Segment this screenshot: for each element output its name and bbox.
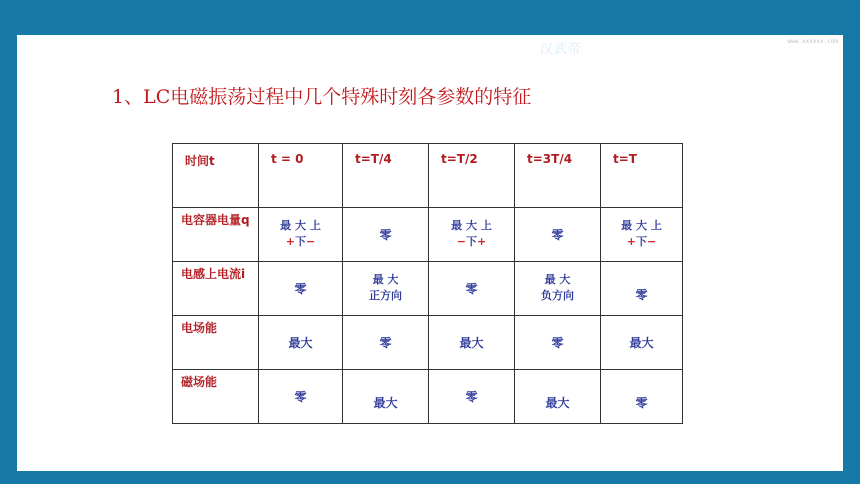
table-cell [601,370,683,424]
cell-value: 零 [294,390,307,404]
cell-value: 最 大 上 +下− [280,219,321,248]
table-cell [515,208,601,262]
table-cell [601,208,683,262]
table-cell [429,262,515,316]
table-row [173,316,683,370]
topbar-label: 汉武帝 [540,42,583,57]
row-label-charge: 电容器电量q [181,213,250,227]
cell-value: 最大 [629,336,654,350]
header-cell [515,144,601,208]
header-cell [173,144,259,208]
header-t-three-quarter: t=3T/4 [527,152,573,166]
table-row [173,370,683,424]
cell-value: 最大 [459,336,484,350]
row-label-cell [173,262,259,316]
table-cell [515,370,601,424]
table-cell [343,316,429,370]
header-cell [429,144,515,208]
table-cell [601,262,683,316]
cell-value: 零 [294,282,307,296]
row-label-cell [173,208,259,262]
cell-value: 零 [379,336,392,350]
cell-value: 最 大 上 +下− [621,219,662,248]
header-t0: t = 0 [271,152,304,166]
cell-value: 最 大 正方向 [369,273,402,302]
parameter-table [172,143,683,424]
cell-value: 最 大 上 −下+ [451,219,492,248]
header-cell [601,144,683,208]
row-label-magnetic-energy: 磁场能 [181,375,218,389]
header-t-quarter: t=T/4 [355,152,392,166]
table-row [173,262,683,316]
cell-value: 最大 [288,336,313,350]
table-row [173,208,683,262]
cell-value: 零 [551,228,564,242]
table-cell [259,208,343,262]
table-cell [429,370,515,424]
table-header-row [173,144,683,208]
header-t-half: t=T/2 [441,152,478,166]
row-label-cell [173,316,259,370]
cell-value: 最大 [373,396,398,410]
cell-value: 零 [551,336,564,350]
header-time: 时间t [185,154,215,168]
cell-value: 最 大 负方向 [541,273,574,302]
table-cell [259,262,343,316]
cell-value: 最大 [545,396,570,410]
table-cell [515,316,601,370]
row-label-current: 电感上电流i [181,267,246,281]
table-cell [259,316,343,370]
table-cell [429,208,515,262]
table-cell [343,370,429,424]
table-cell [343,262,429,316]
table-cell [515,262,601,316]
cell-value: 零 [635,288,648,302]
cell-value: 零 [465,390,478,404]
watermark: www.xxxxxx.com [787,38,838,45]
row-label-electric-energy: 电场能 [181,321,218,335]
table-cell [259,370,343,424]
table-cell [343,208,429,262]
page-title: 1、LC电磁振荡过程中几个特殊时刻各参数的特征 [112,86,532,108]
row-label-cell [173,370,259,424]
cell-value: 零 [379,228,392,242]
header-t-full: t=T [613,152,637,166]
cell-value: 零 [465,282,478,296]
header-cell [343,144,429,208]
table-cell [601,316,683,370]
header-cell [259,144,343,208]
table-cell [429,316,515,370]
cell-value: 零 [635,396,648,410]
